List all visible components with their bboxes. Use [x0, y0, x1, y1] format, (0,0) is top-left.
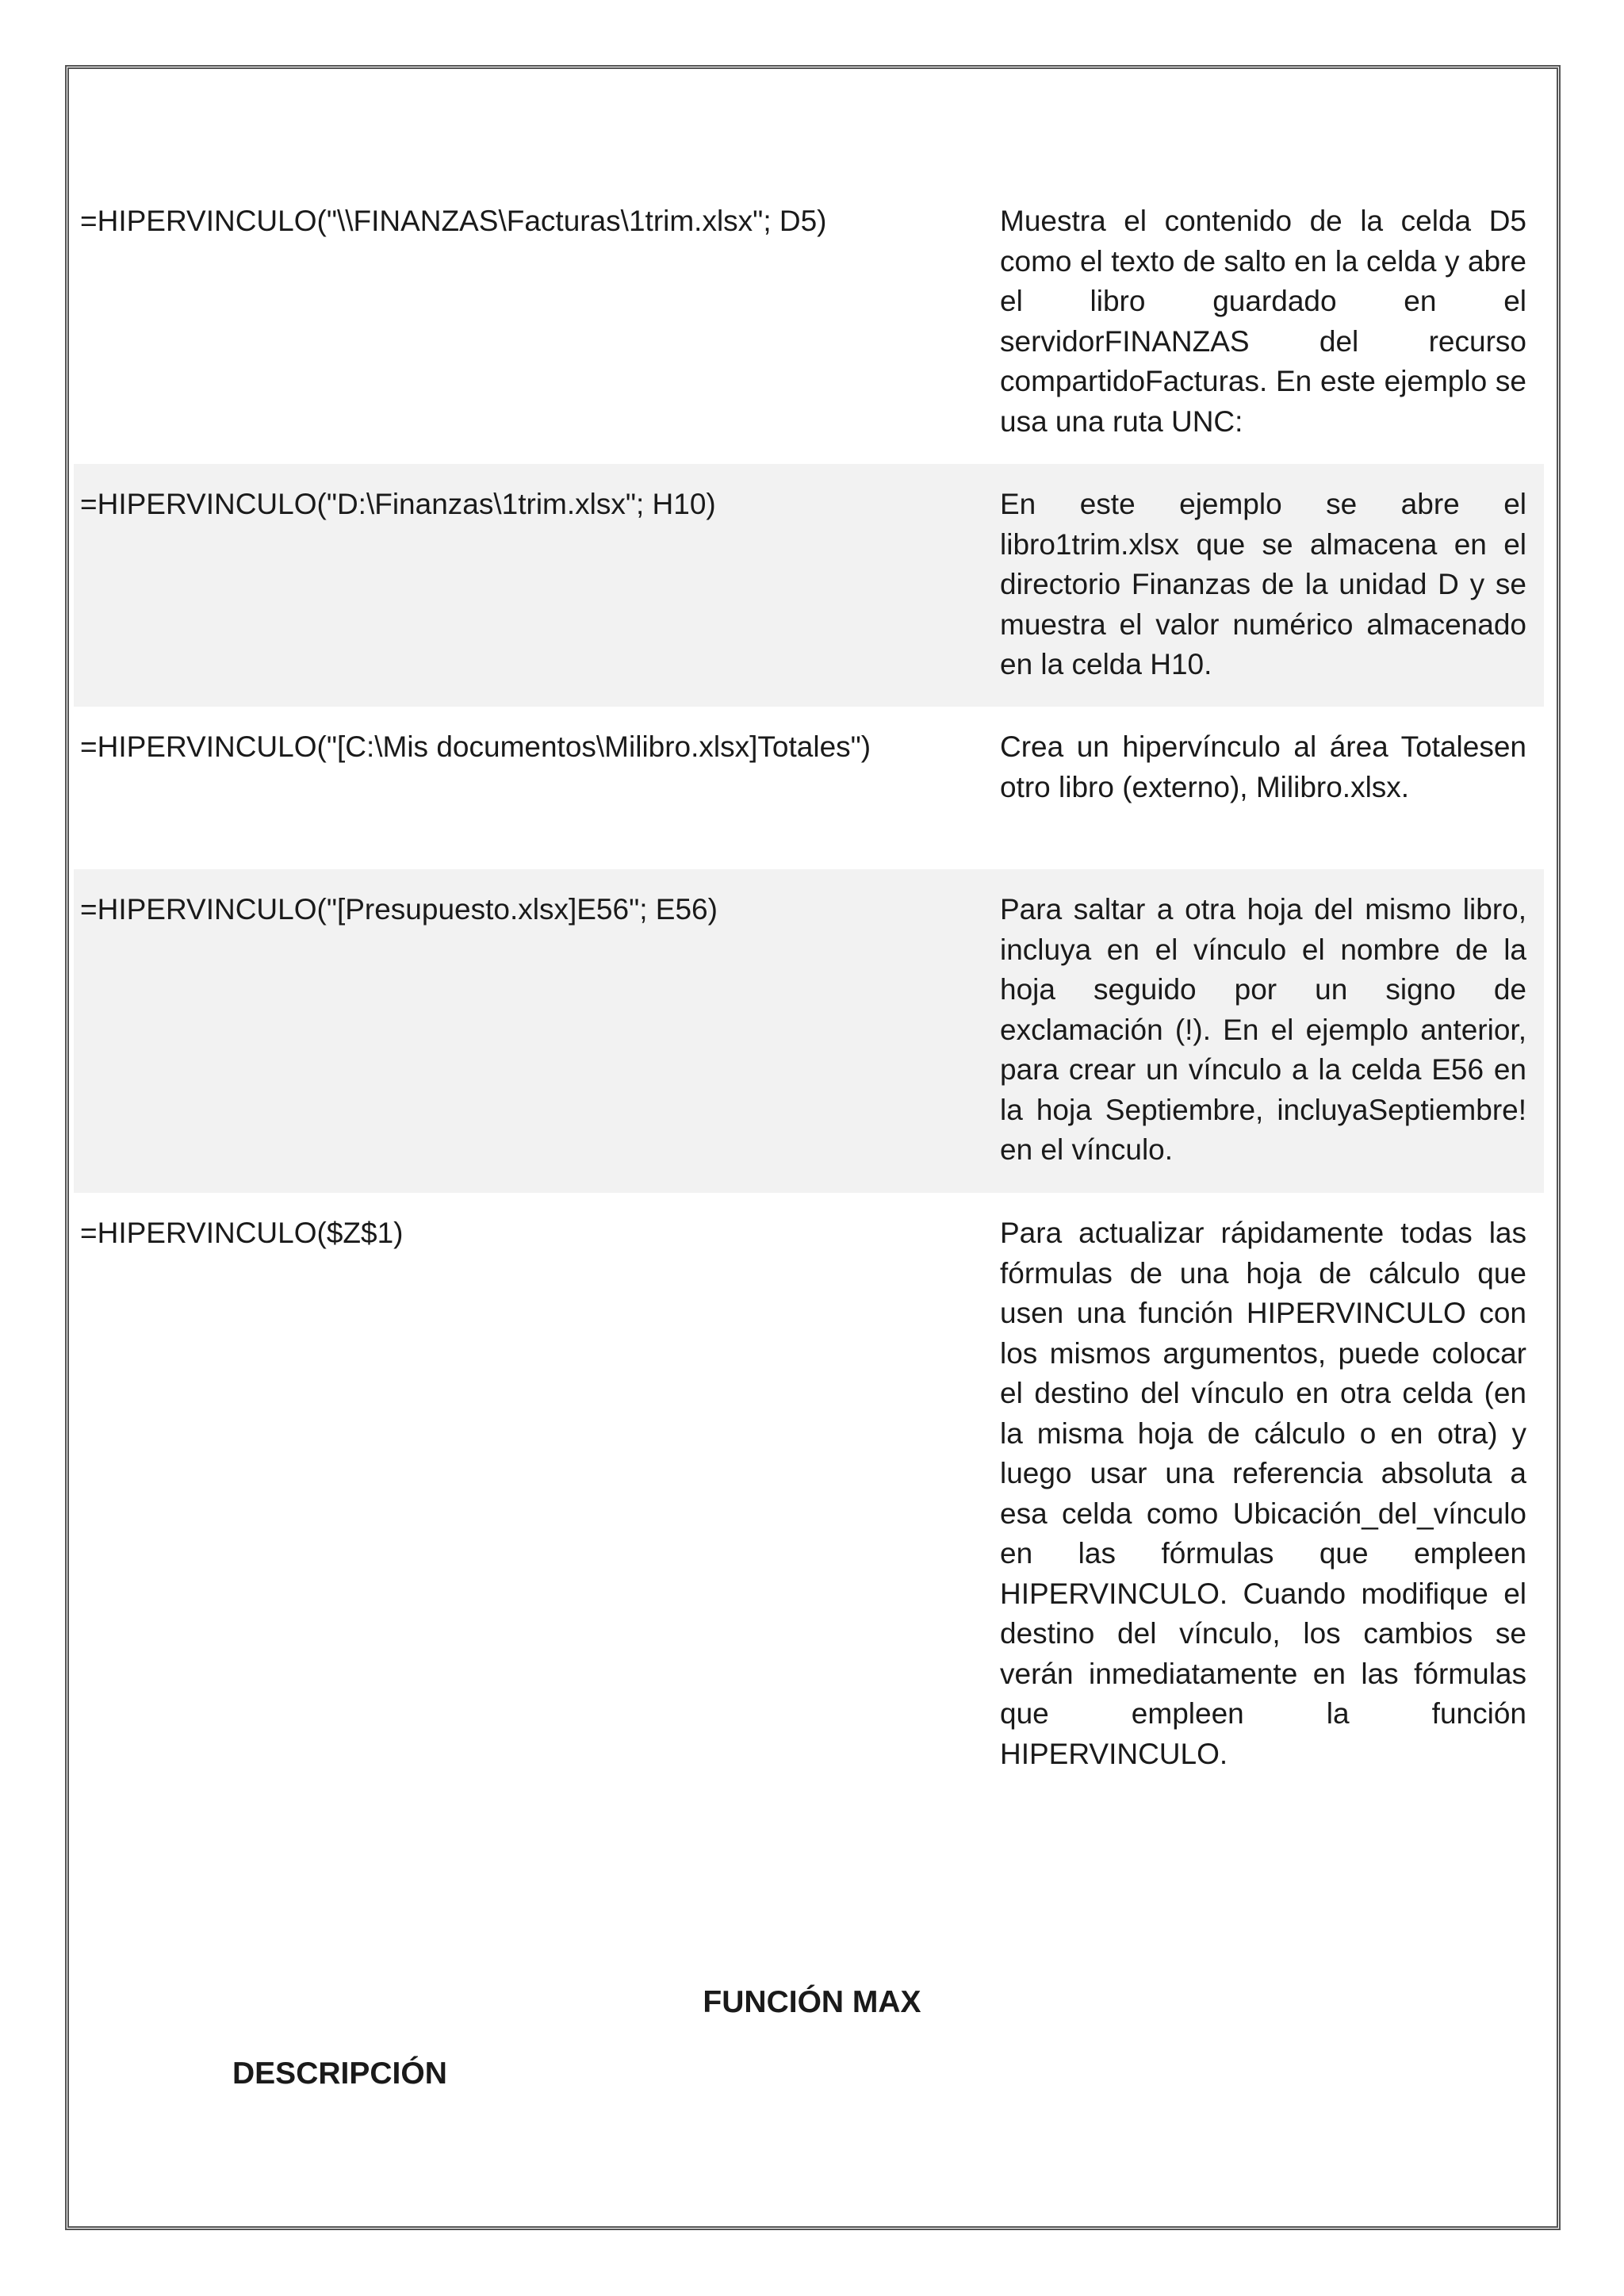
example-description: En este ejemplo se abre el libro1trim.xlsx que se almacena en el directorio Finanzas de la unidad D y se muestra el valor numérico almacenado en la celda H10.	[1000, 488, 1526, 680]
example-row	[74, 464, 1544, 707]
example-formula: =HIPERVINCULO($Z$1)	[80, 1217, 404, 1249]
example-description: Para actualizar rápidamente todas las fórmulas de una hoja de cálculo que usen una función HIPERVINCULO con los mismos argumentos, puede colocar el destino del vínculo en otra celda (en la misma hoja de cálculo o en otra) y luego usar una referencia absoluta a esa celda como Ubicación_del_vínculo en las fórmulas que empleen HIPERVINCULO. Cuando modifique el destino del vínculo, los cambios se verán inmediatamente en las fórmulas que empleen la función HIPERVINCULO.	[1000, 1217, 1526, 1770]
example-formula: =HIPERVINCULO("\\FINANZAS\Facturas\1trim.xlsx"; D5)	[80, 205, 827, 237]
example-row	[74, 1193, 1544, 1819]
example-row	[74, 181, 1544, 464]
example-formula: =HIPERVINCULO("[C:\Mis documentos\Milibro.xlsx]Totales")	[80, 730, 871, 763]
section-subtitle: DESCRIPCIÓN	[232, 2056, 447, 2091]
example-row	[74, 707, 1544, 869]
example-description: Para saltar a otra hoja del mismo libro, incluya en el vínculo el nombre de la hoja seguido por un signo de exclamación (!). En el ejemplo anterior, para crear un vínculo a la celda E56 en la hoja Septiembre, incluyaSeptiembre! en el vínculo.	[1000, 893, 1526, 1166]
section-title: FUNCIÓN MAX	[703, 1985, 921, 2019]
example-formula: =HIPERVINCULO("[Presupuesto.xlsx]E56"; E56)	[80, 893, 718, 926]
example-formula: =HIPERVINCULO("D:\Finanzas\1trim.xlsx"; H10)	[80, 488, 716, 520]
examples-table	[74, 181, 1544, 1819]
example-description: Muestra el contenido de la celda D5 como el texto de salto en la celda y abre el libro guardado en el servidorFINANZAS del recurso compartidoFacturas. En este ejemplo se usa una ruta UNC:	[1000, 205, 1526, 438]
example-description: Crea un hipervínculo al área Totalesen otro libro (externo), Milibro.xlsx.	[1000, 730, 1526, 803]
example-row	[74, 869, 1544, 1193]
